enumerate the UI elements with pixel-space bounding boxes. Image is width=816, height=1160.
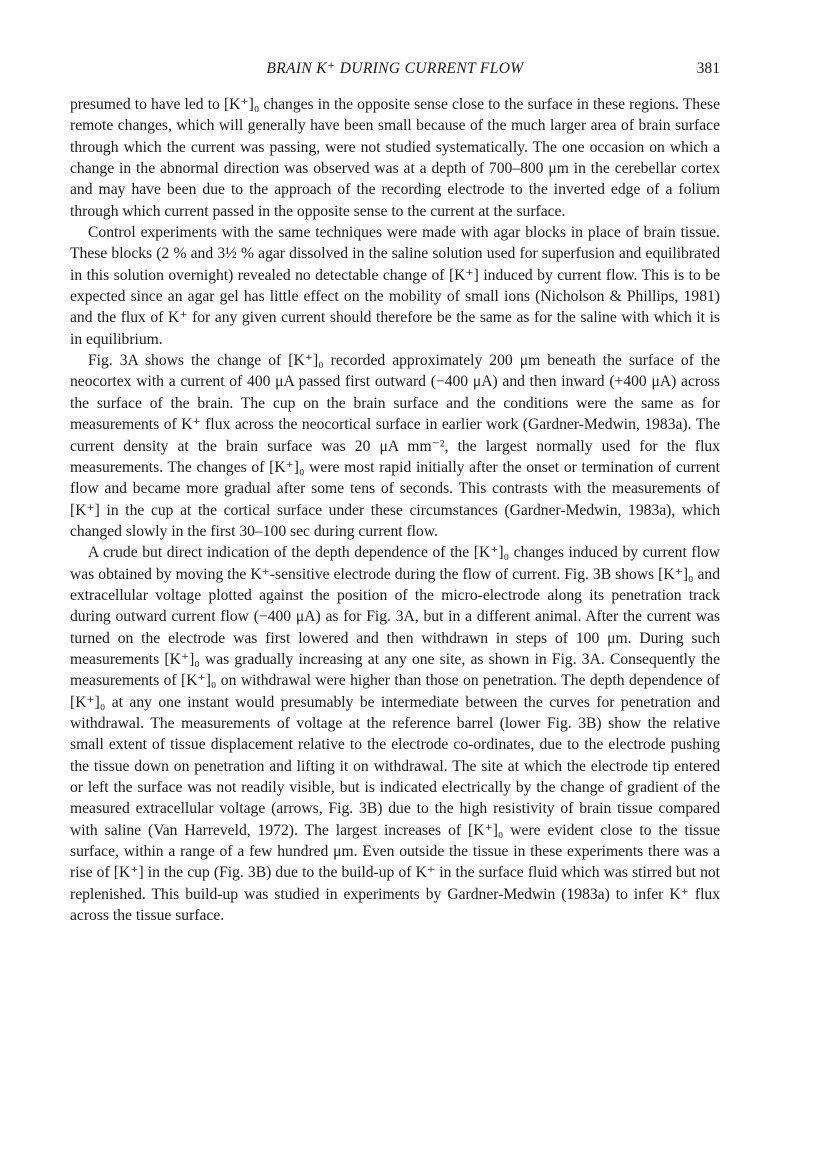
running-title: BRAIN K⁺ DURING CURRENT FLOW xyxy=(266,60,524,77)
page-number: 381 xyxy=(696,60,720,77)
page-header xyxy=(70,58,720,80)
paragraph-continued: presumed to have led to [K⁺]₀ changes in the opposite sense close to the surface in these regions. These remote changes, which will generally have been small because of the much larger area of brain surface through which the current was passing, were not studied systematically. The one occasion on which a change in the abnormal direction was observed was at a depth of 700–800 μm in the cerebellar cortex and may have been due to the approach of the recording electrode to the inverted edge of a folium through which current passed in the opposite sense to the current at the surface. xyxy=(70,96,720,220)
paragraph-fig-3b: A crude but direct indication of the depth dependence of the [K⁺]₀ changes induced by current flow was obtained by moving the K⁺-sensitive electrode during the flow of current. Fig. 3B shows [K⁺]₀ and extracellular voltage plotted against the position of the micro-electrode along its penetration track during outward current flow (−400 μA) as for Fig. 3A, but in a different animal. After the current was turned on the electrode was first lowered and then withdrawn in steps of 100 μm. During such measurements [K⁺]₀ was gradually increasing at any one site, as shown in Fig. 3A. Consequently the measurements of [K⁺]₀ on withdrawal were higher than those on penetration. The depth dependence of [K⁺]₀ at any one instant would presumably be intermediate between the curves for penetration and withdrawal. The measurements of voltage at the reference barrel (lower Fig. 3B) show the relative small extent of tissue displacement relative to the electrode co-ordinates, due to the electrode pushing the tissue down on penetration and lifting it on withdrawal. The site at which the electrode tip entered or left the surface was not readily visible, but is indicated electrically by the change of gradient of the measured extracellular voltage (arrows, Fig. 3B) due to the high resistivity of brain tissue compared with saline (Van Harreveld, 1972). The largest increases of [K⁺]₀ were evident close to the tissue surface, within a range of a few hundred μm. Even outside the tissue in these experiments there was a rise of [K⁺] in the cup (Fig. 3B) due to the build-up of K⁺ in the surface fluid which was stirred but not replenished. This build-up was studied in experiments by Gardner-Medwin (1983a) to infer K⁺ flux across the tissue surface. xyxy=(70,544,720,925)
paragraph-fig-3a: Fig. 3A shows the change of [K⁺]₀ recorded approximately 200 μm beneath the surface of the neocortex with a current of 400 μA passed first outward (−400 μA) and then inward (+400 μA) across the surface of the brain. The cup on the brain surface and the conditions were the same as for measurements of K⁺ flux across the neocortical surface in earlier work (Gardner-Medwin, 1983a). The current density at the brain surface was 20 μA mm⁻², the largest normally used for the flux measurements. The changes of [K⁺]₀ were most rapid initially after the onset or termination of current flow and became more gradual after some tens of seconds. This contrasts with the measurements of [K⁺] in the cup at the cortical surface under these circumstances (Gardner-Medwin, 1983a), which changed slowly in the first 30–100 sec during current flow. xyxy=(70,352,720,540)
journal-page xyxy=(70,58,720,926)
body-text xyxy=(70,94,720,926)
paragraph-control-experiments: Control experiments with the same techniques were made with agar blocks in place of brain tissue. These blocks (2 % and 3½ % agar dissolved in the saline solution used for superfusion and equilibrated in this solution overnight) revealed no detectable change of [K⁺] induced by current flow. This is to be expected since an agar gel has little effect on the mobility of small ions (Nicholson & Phillips, 1981) and the flux of K⁺ for any given current should therefore be the same as for the saline with which it is in equilibrium. xyxy=(70,224,720,348)
